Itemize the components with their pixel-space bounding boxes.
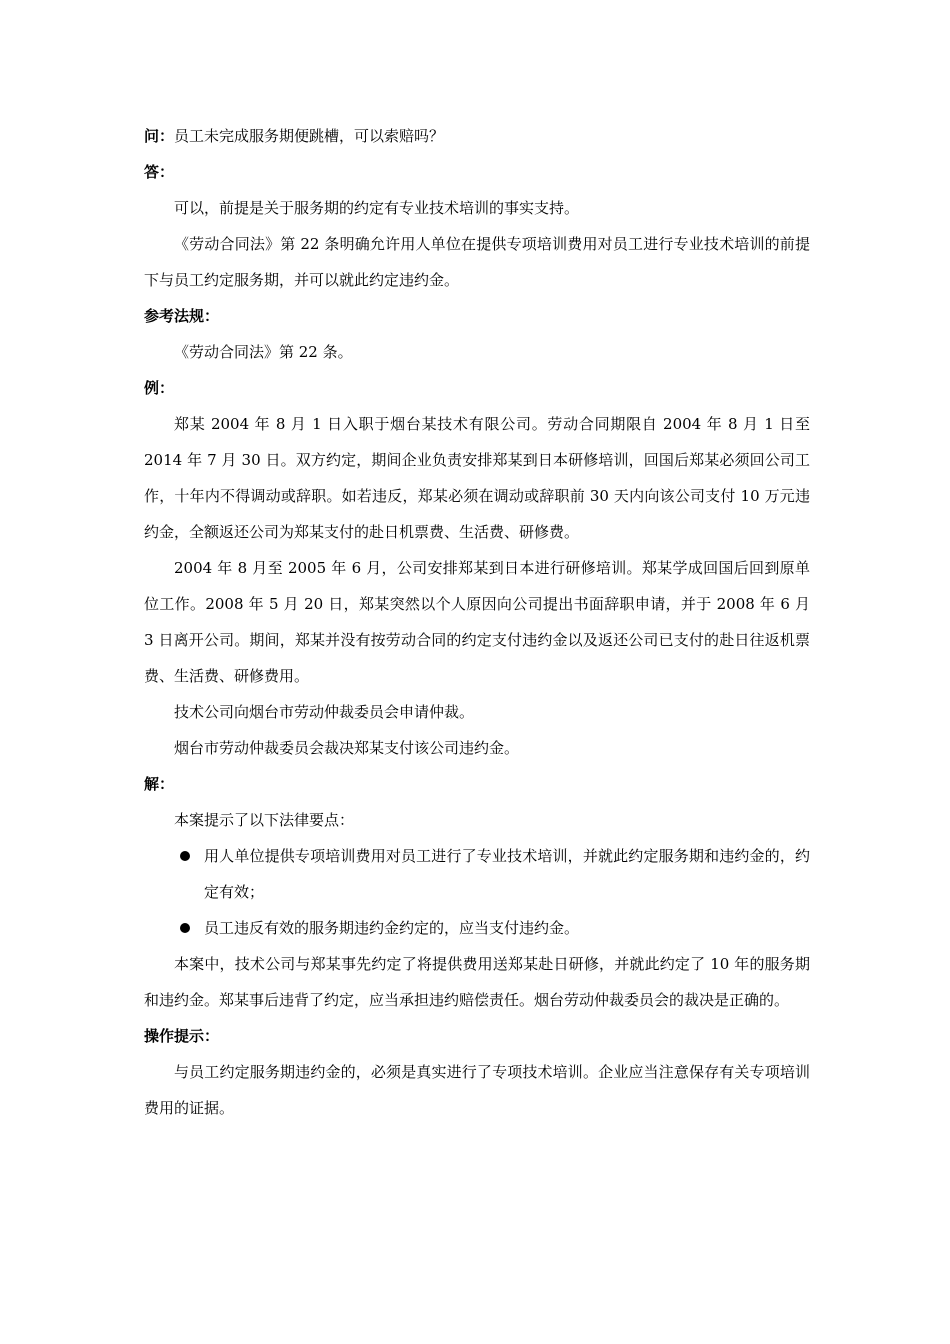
reference-label: 参考法规： — [144, 307, 220, 325]
bullet-icon — [180, 851, 190, 861]
reference-text: 《劳动合同法》第 22 条。 — [174, 343, 353, 361]
list-item — [144, 910, 810, 946]
answer-paragraph: 可以，前提是关于服务期的约定有专业技术培训的事实支持。 — [174, 199, 580, 217]
legal-points-list — [144, 838, 810, 946]
list-item-text: 用人单位提供专项培训费用对员工进行了专业技术培训，并就此约定服务期和违约金的，约定有效； — [204, 847, 810, 901]
solution-conclusion: 本案中，技术公司与郑某事先约定了将提供费用送郑某赴日研修，并就此约定了 10 年的服务期和违约金。郑某事后违背了约定，应当承担违约赔偿责任。烟台劳动仲裁委员会的裁决是正确的。 — [144, 955, 810, 1009]
example-paragraph: 郑某 2004 年 8 月 1 日入职于烟台某技术有限公司。劳动合同期限自 2004 年 8 月 1 日至 2014 年 7 月 30 日。双方约定，期间企业负责安排郑某到日本研修培训，回国后郑某必须回公司工作，十年内不得调动或辞职。如若违反，郑某必须在调动或辞职前 30 天内向该公司支付 10 万元违约金，全额返还公司为郑某支付的赴日机票费、生活费、研修费。 — [144, 415, 810, 541]
question-text: 员工未完成服务期便跳槽，可以索赔吗？ — [174, 127, 445, 145]
answer-paragraph: 《劳动合同法》第 22 条明确允许用人单位在提供专项培训费用对员工进行专业技术培训的前提下与员工约定服务期，并可以就此约定违约金。 — [144, 235, 810, 289]
bullet-icon — [180, 923, 190, 933]
solution-intro: 本案提示了以下法律要点： — [174, 811, 355, 829]
example-label: 例： — [144, 379, 175, 397]
example-paragraph: 2004 年 8 月至 2005 年 6 月，公司安排郑某到日本进行研修培训。郑某学成回国后回到原单位工作。2008 年 5 月 20 日，郑某突然以个人原因向公司提出书面辞职申请，并于 2008 年 6 月 3 日离开公司。期间，郑某并没有按劳动合同的约定支付违约金以及返还公司已支付的赴日往返机票费、生活费、研修费用。 — [144, 559, 810, 685]
tips-text: 与员工约定服务期违约金的，必须是真实进行了专项技术培训。企业应当注意保存有关专项培训费用的证据。 — [144, 1063, 810, 1117]
solution-label: 解： — [144, 775, 175, 793]
list-item — [144, 838, 810, 910]
document-body — [144, 118, 810, 1126]
question-line — [144, 118, 810, 154]
question-label: 问： — [144, 127, 175, 145]
answer-label: 答： — [144, 163, 175, 181]
list-item-text: 员工违反有效的服务期违约金约定的，应当支付违约金。 — [204, 919, 580, 937]
tips-label: 操作提示： — [144, 1027, 220, 1045]
example-paragraph: 技术公司向烟台市劳动仲裁委员会申请仲裁。 — [174, 703, 475, 721]
example-paragraph: 烟台市劳动仲裁委员会裁决郑某支付该公司违约金。 — [174, 739, 520, 757]
